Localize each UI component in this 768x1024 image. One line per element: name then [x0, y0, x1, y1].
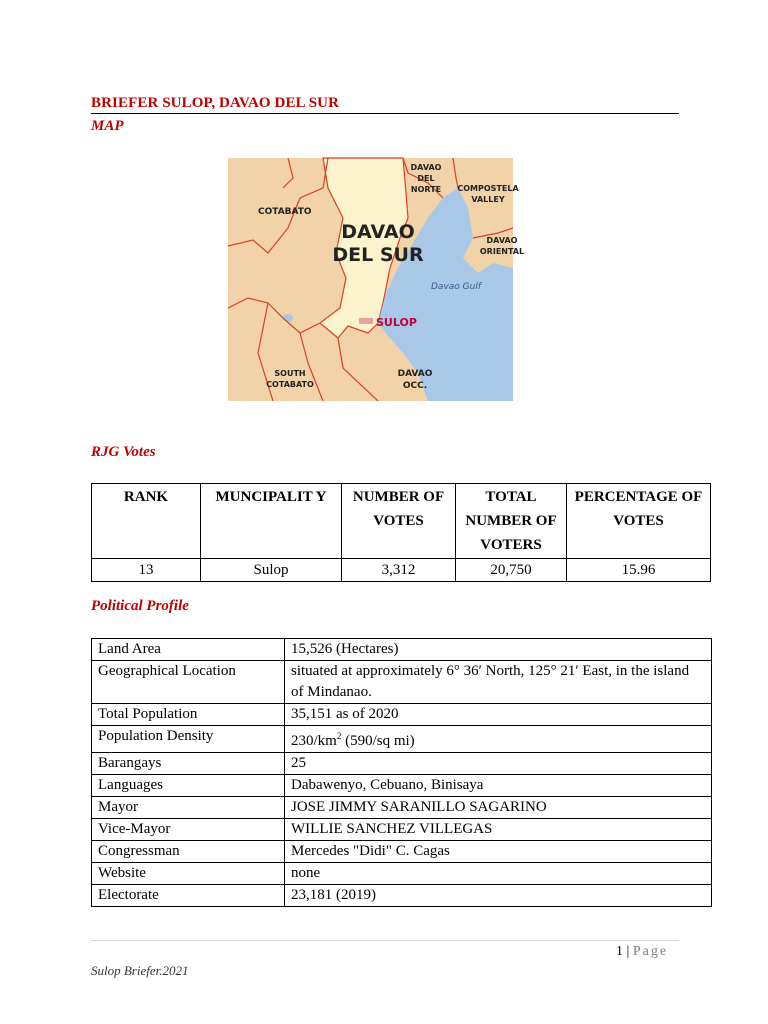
label-davao-occ-1: DAVAO	[397, 369, 433, 379]
document-title: BRIEFER SULOP, DAVAO DEL SUR	[91, 95, 679, 114]
label-davao-occ-2: OCC.	[402, 381, 428, 391]
header-rank: RANK	[92, 484, 201, 559]
profile-label: Barangays	[92, 753, 285, 775]
profile-value: situated at approximately 6° 36′ North, 125° 21′ East, in the island of Mindanao.	[285, 661, 712, 704]
footer-note: Sulop Briefer.2021	[91, 963, 189, 978]
cell-percentage: 15.96	[567, 559, 711, 582]
profile-value: 25	[285, 753, 712, 775]
profile-label: Geographical Location	[92, 661, 285, 704]
profile-row	[92, 661, 712, 704]
header-municipality: MUNCIPALIT Y	[201, 484, 342, 559]
label-davao-del-norte-2: DEL	[417, 174, 435, 183]
map-lake	[283, 314, 293, 322]
profile-label: Population Density	[92, 726, 285, 753]
label-davao-del-norte-1: DAVAO	[410, 163, 442, 172]
page-word: Page	[632, 944, 669, 959]
profile-label: Congressman	[92, 841, 285, 863]
votes-heading: RJG Votes	[91, 444, 156, 460]
votes-table	[91, 483, 711, 582]
profile-value	[285, 726, 712, 753]
label-davao-del-sur-2: DEL SUR	[332, 244, 424, 266]
profile-label: Languages	[92, 775, 285, 797]
label-davao-del-sur-1: DAVAO	[341, 221, 415, 243]
profile-value: 35,151 as of 2020	[285, 704, 712, 726]
profile-value: WILLIE SANCHEZ VILLEGAS	[285, 819, 712, 841]
label-davao-gulf: Davao Gulf	[431, 282, 482, 292]
profile-row	[92, 775, 712, 797]
label-south-cotabato-2: COTABATO	[266, 380, 314, 389]
header-percentage: PERCENTAGE OF VOTES	[567, 484, 711, 559]
political-profile-table	[91, 638, 712, 907]
profile-label: Mayor	[92, 797, 285, 819]
profile-value: 23,181 (2019)	[285, 885, 712, 907]
density-main: 230/km	[291, 733, 337, 749]
density-superscript: 2	[336, 731, 342, 741]
sulop-marker	[359, 318, 373, 324]
profile-row	[92, 753, 712, 775]
profile-row	[92, 797, 712, 819]
page-separator: |	[623, 944, 633, 959]
profile-label: Land Area	[92, 639, 285, 661]
cell-total-voters: 20,750	[456, 559, 567, 582]
label-davao-del-norte-3: NORTE	[410, 185, 442, 194]
page-number-value: 1	[616, 944, 623, 959]
profile-value: Mercedes "Didi" C. Cagas	[285, 841, 712, 863]
cell-municipality: Sulop	[201, 559, 342, 582]
profile-row	[92, 819, 712, 841]
profile-row	[92, 841, 712, 863]
page-number	[616, 944, 668, 960]
profile-row	[92, 885, 712, 907]
cell-number-of-votes: 3,312	[342, 559, 456, 582]
label-compostela-1: COMPOSTELA	[457, 184, 519, 193]
cell-rank: 13	[92, 559, 201, 582]
profile-label: Electorate	[92, 885, 285, 907]
location-map	[228, 158, 525, 401]
votes-data-row	[92, 559, 711, 582]
profile-label: Total Population	[92, 704, 285, 726]
profile-label: Vice-Mayor	[92, 819, 285, 841]
profile-value: Dabawenyo, Cebuano, Binisaya	[285, 775, 712, 797]
label-south-cotabato-1: SOUTH	[274, 369, 306, 378]
profile-row	[92, 726, 712, 753]
label-davao-oriental-2: ORIENTAL	[479, 247, 525, 256]
map-heading: MAP	[91, 118, 124, 134]
header-total-voters: TOTAL NUMBER OF VOTERS	[456, 484, 567, 559]
footer-divider	[91, 940, 679, 941]
label-cotabato: COTABATO	[258, 207, 312, 217]
label-sulop: SULOP	[376, 316, 417, 329]
header-number-of-votes: NUMBER OF VOTES	[342, 484, 456, 559]
votes-header-row	[92, 484, 711, 559]
map-graphic	[228, 158, 525, 401]
density-rest: (590/sq mi)	[341, 733, 415, 749]
profile-heading: Political Profile	[91, 598, 189, 614]
profile-row	[92, 863, 712, 885]
profile-value: none	[285, 863, 712, 885]
profile-row	[92, 639, 712, 661]
profile-row	[92, 704, 712, 726]
profile-label: Website	[92, 863, 285, 885]
label-davao-oriental-1: DAVAO	[486, 236, 518, 245]
label-compostela-2: VALLEY	[471, 195, 505, 204]
profile-value: JOSE JIMMY SARANILLO SAGARINO	[285, 797, 712, 819]
profile-value: 15,526 (Hectares)	[285, 639, 712, 661]
